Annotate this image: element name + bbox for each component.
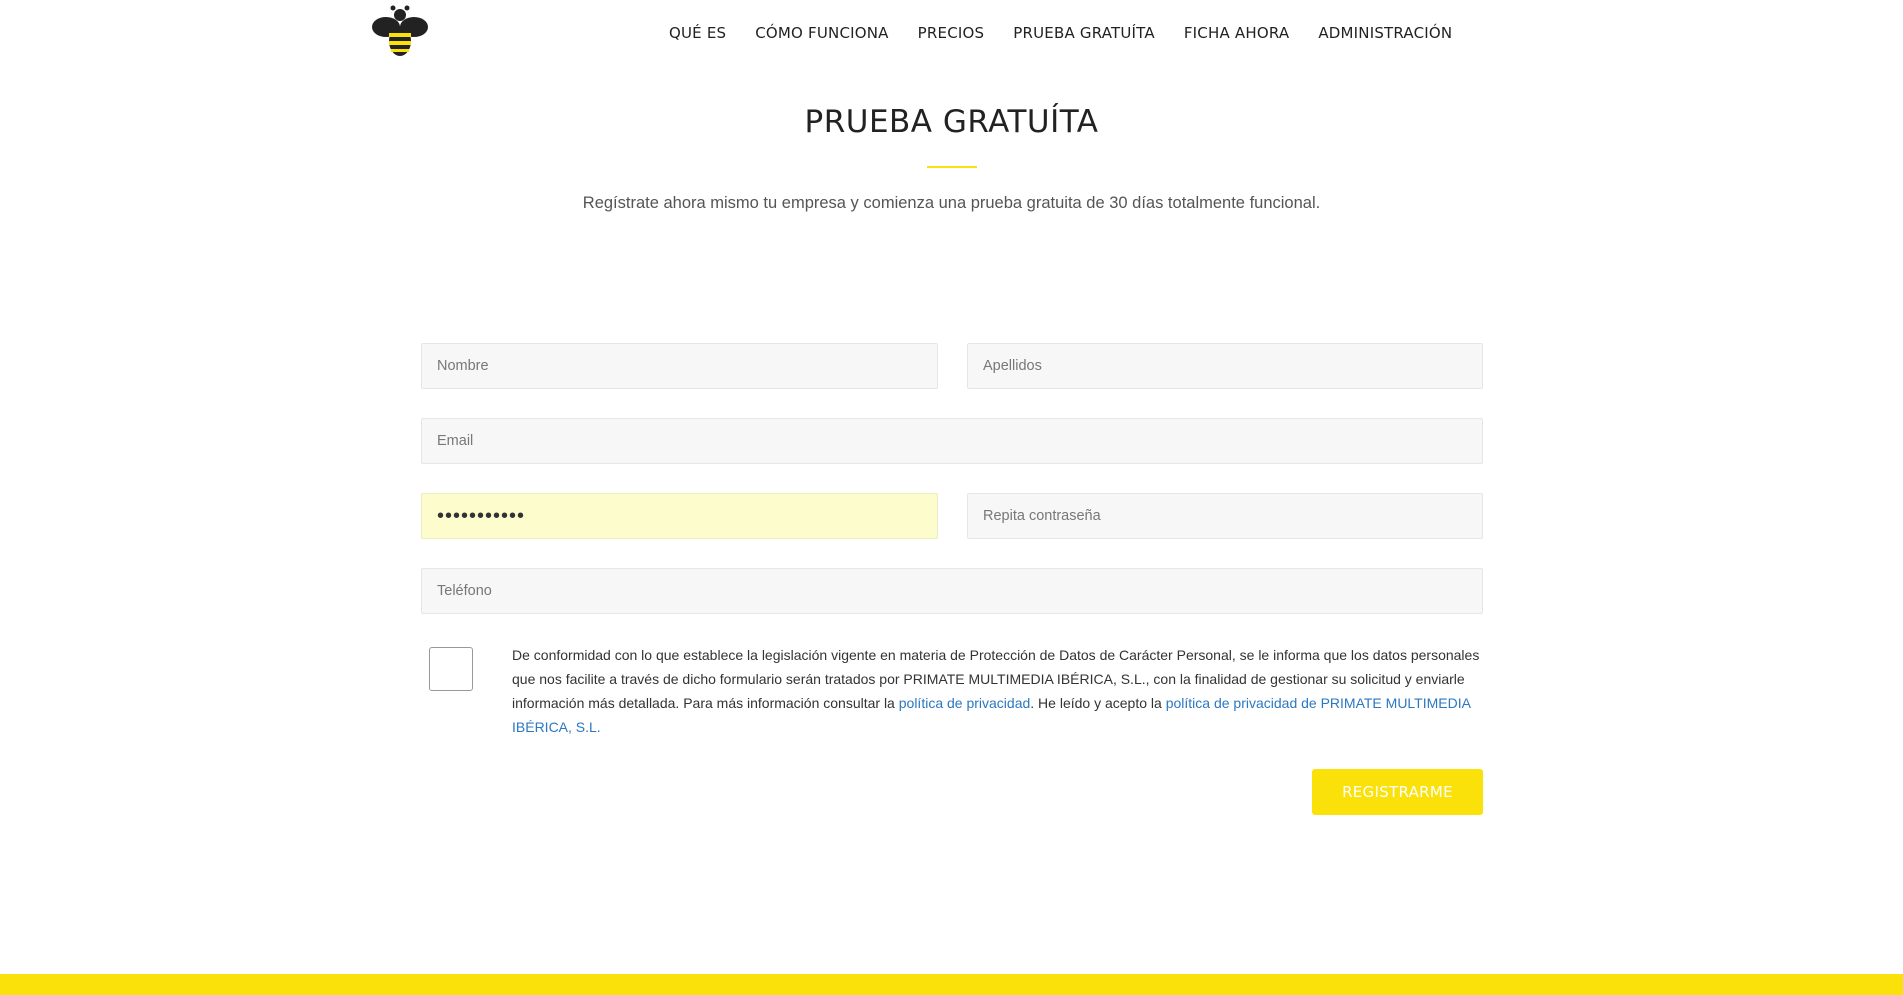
nav-item-precios[interactable]: PRECIOS xyxy=(917,24,985,42)
nav-item-administracion[interactable]: ADMINISTRACIÓN xyxy=(1318,24,1453,42)
apellidos-input[interactable] xyxy=(967,343,1483,389)
nombre-input[interactable] xyxy=(421,343,938,389)
nav-item-prueba-gratuita[interactable]: PRUEBA GRATUÍTA xyxy=(1013,24,1155,42)
password-input[interactable] xyxy=(421,493,938,539)
nav-item-que-es[interactable]: QUÉ ES xyxy=(669,24,727,42)
consent-text xyxy=(512,643,1480,739)
bee-logo-icon[interactable] xyxy=(371,5,429,59)
privacy-policy-link[interactable]: política de privacidad xyxy=(898,695,1031,711)
consent-text-part-2: . He leído y acepto la xyxy=(1030,695,1166,711)
telefono-input[interactable] xyxy=(421,568,1483,614)
email-input[interactable] xyxy=(421,418,1483,464)
nav-item-ficha-ahora[interactable]: FICHA AHORA xyxy=(1183,24,1290,42)
nav-item-como-funciona[interactable]: CÓMO FUNCIONA xyxy=(755,24,889,42)
footer-accent-bar xyxy=(0,974,1903,995)
page-subtitle: Regístrate ahora mismo tu empresa y comienza una prueba gratuita de 30 días totalmente funcional. xyxy=(582,194,1321,212)
page-title: PRUEBA GRATUÍTA xyxy=(804,104,1099,140)
register-button[interactable]: REGISTRARME xyxy=(1312,769,1483,815)
main-nav xyxy=(669,24,1481,42)
privacy-policy-company-link[interactable]: política de privacidad de PRIMATE MULTIMEDIA IBÉRICA, S.L. xyxy=(512,695,1471,735)
repeat-password-input[interactable] xyxy=(967,493,1483,539)
title-divider xyxy=(927,166,977,168)
consent-text-part-1: De conformidad con lo que establece la legislación vigente en materia de Protección de Datos de Carácter Personal, se le informa que los datos personales que nos facilite a través de dicho formulario serán tratados por PRIMATE MULTIMEDIA IBÉRICA, S.L., con la finalidad de gestionar su solicitud y enviarle información más detallada. Para más información consultar la xyxy=(512,647,1480,711)
consent-checkbox[interactable] xyxy=(429,647,473,691)
